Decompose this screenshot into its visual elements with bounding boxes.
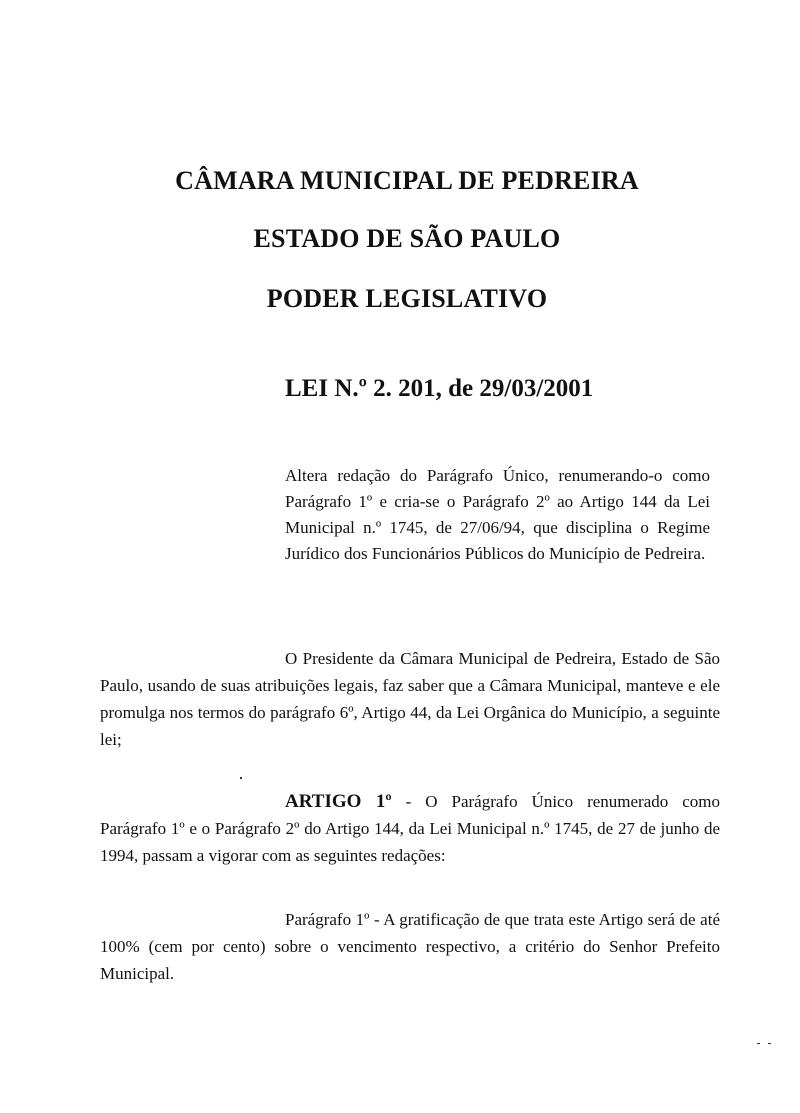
preamble-paragraph: O Presidente da Câmara Municipal de Pedreira, Estado de São Paulo, usando de suas atribuições legais, faz saber que a Câmara Municipal, manteve e ele promulga nos termos do parágrafo 6º, Artigo 44, da Lei Orgânica do Município, a seguinte lei;	[100, 649, 720, 749]
paragraph-1-text: Parágrafo 1º - A gratificação de que trata este Artigo será de até 100% (cem por cento) sobre o vencimento respectivo, a critério do Senhor Prefeito Municipal.	[100, 910, 720, 983]
law-summary: Altera redação do Parágrafo Único, renumerando-o como Parágrafo 1º e cria-se o Parágrafo 2º ao Artigo 144 da Lei Municipal n.º 1745, de 27/06/94, que disciplina o Regime Jurídico dos Funcionários Públicos do Município de Pedreira.	[285, 466, 710, 563]
article-1-paragraph	[100, 788, 720, 869]
law-title: LEI N.º 2. 201, de 29/03/2001	[285, 375, 594, 402]
branch-heading: PODER LEGISLATIVO	[266, 284, 548, 313]
state-heading: ESTADO DE SÃO PAULO	[253, 224, 561, 253]
article-1-label: ARTIGO 1º	[285, 791, 392, 812]
scan-speck	[757, 1043, 760, 1044]
article-1-text: - O Parágrafo Único renumerado como Parágrafo 1º e o Parágrafo 2º do Artigo 144, da Lei Municipal n.º 1745, de 27 de junho de 1994, passam a vigorar com as seguintes redações:	[100, 792, 721, 865]
chamber-name-heading: CÂMARA MUNICIPAL DE PEDREIRA	[175, 166, 639, 195]
scan-speck	[768, 1043, 771, 1044]
scan-speck	[240, 777, 242, 779]
